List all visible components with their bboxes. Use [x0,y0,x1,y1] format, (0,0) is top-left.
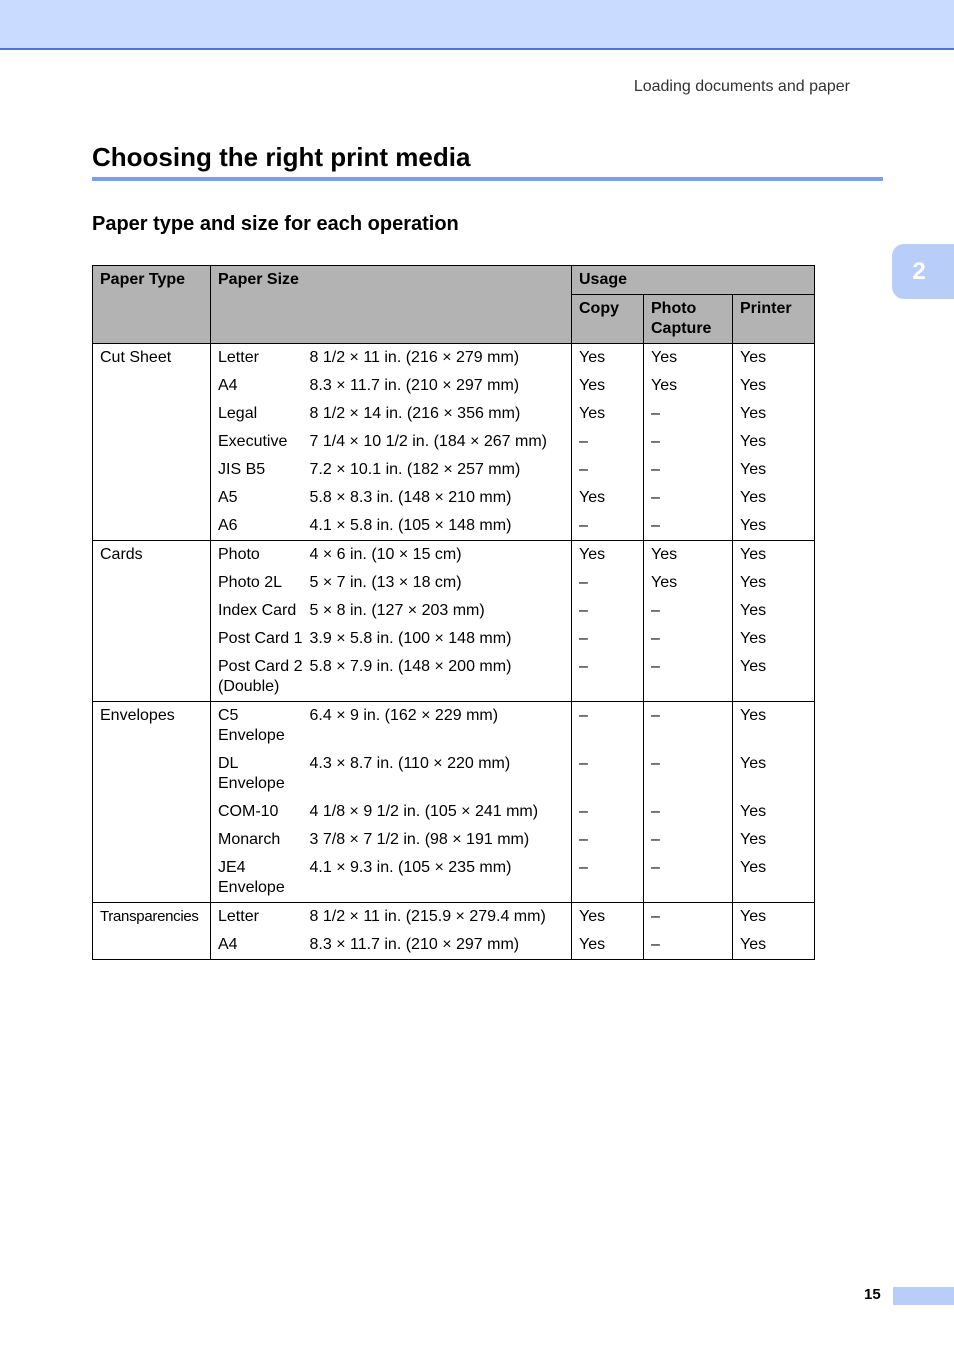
table-row [93,541,815,570]
paper-name-cell: DL Envelope [211,750,310,798]
paper-name-cell: JIS B5 [211,456,310,484]
copy-usage-cell: – [572,702,644,751]
printer-usage-cell: Yes [733,541,815,570]
photo-capture-usage-cell: – [644,484,733,512]
header-usage: Usage [572,266,815,295]
paper-dimensions-cell: 4.1 × 5.8 in. (105 × 148 mm) [310,512,572,541]
photo-capture-usage-cell: – [644,903,733,932]
paper-name-cell: C5 Envelope [211,702,310,751]
copy-usage-cell: Yes [572,541,644,570]
printer-usage-cell: Yes [733,456,815,484]
paper-name-cell: COM-10 [211,798,310,826]
copy-usage-cell: Yes [572,931,644,960]
paper-name-cell: Photo 2L [211,569,310,597]
paper-dimensions-cell: 3.9 × 5.8 in. (100 × 148 mm) [310,625,572,653]
paper-name-cell: Letter [211,903,310,932]
paper-dimensions-cell: 5.8 × 8.3 in. (148 × 210 mm) [310,484,572,512]
photo-capture-usage-cell: Yes [644,541,733,570]
copy-usage-cell: Yes [572,903,644,932]
paper-dimensions-cell: 6.4 × 9 in. (162 × 229 mm) [310,702,572,751]
table-row [93,702,815,751]
paper-name-cell: Legal [211,400,310,428]
printer-usage-cell: Yes [733,750,815,798]
photo-capture-usage-cell: Yes [644,344,733,373]
section-title: Choosing the right print media [92,142,471,172]
photo-capture-usage-cell: – [644,854,733,903]
paper-dimensions-cell: 8.3 × 11.7 in. (210 × 297 mm) [310,931,572,960]
printer-usage-cell: Yes [733,625,815,653]
paper-name-cell: Photo [211,541,310,570]
paper-dimensions-cell: 4 × 6 in. (10 × 15 cm) [310,541,572,570]
paper-type-cell: Envelopes [93,702,211,903]
title-underline [92,177,883,181]
paper-name-cell: Monarch [211,826,310,854]
paper-dimensions-cell: 5.8 × 7.9 in. (148 × 200 mm) [310,653,572,702]
photo-capture-usage-cell: Yes [644,569,733,597]
paper-dimensions-cell: 4.1 × 9.3 in. (105 × 235 mm) [310,854,572,903]
printer-usage-cell: Yes [733,597,815,625]
footer-bar [893,1287,954,1305]
paper-name-cell: Executive [211,428,310,456]
table-row [93,903,815,932]
paper-name-cell: Post Card 2 (Double) [211,653,310,702]
photo-capture-usage-cell: – [644,512,733,541]
copy-usage-cell: – [572,826,644,854]
photo-capture-usage-cell: – [644,428,733,456]
paper-dimensions-cell: 5 × 7 in. (13 × 18 cm) [310,569,572,597]
printer-usage-cell: Yes [733,344,815,373]
printer-usage-cell: Yes [733,484,815,512]
chapter-number: 2 [912,257,926,285]
printer-usage-cell: Yes [733,372,815,400]
photo-capture-usage-cell: – [644,400,733,428]
copy-usage-cell: – [572,512,644,541]
printer-usage-cell: Yes [733,798,815,826]
copy-usage-cell: – [572,750,644,798]
paper-name-cell: Letter [211,344,310,373]
paper-dimensions-cell: 8 1/2 × 11 in. (216 × 279 mm) [310,344,572,373]
paper-type-cell: Transparencies [93,903,211,960]
printer-usage-cell: Yes [733,569,815,597]
printer-usage-cell: Yes [733,903,815,932]
paper-dimensions-cell: 4.3 × 8.7 in. (110 × 220 mm) [310,750,572,798]
copy-usage-cell: – [572,428,644,456]
header-paper-size: Paper Size [211,266,572,344]
photo-capture-usage-cell: – [644,653,733,702]
copy-usage-cell: – [572,569,644,597]
paper-name-cell: A5 [211,484,310,512]
paper-name-cell: Post Card 1 [211,625,310,653]
photo-capture-usage-cell: – [644,597,733,625]
subsection-title: Paper type and size for each operation [92,213,459,235]
copy-usage-cell: – [572,798,644,826]
running-header: Loading documents and paper [633,78,850,95]
table-row [93,344,815,373]
photo-capture-usage-cell: – [644,798,733,826]
page-number: 15 [864,1286,881,1303]
printer-usage-cell: Yes [733,702,815,751]
paper-name-cell: A4 [211,372,310,400]
header-printer: Printer [733,295,815,344]
photo-capture-usage-cell: – [644,750,733,798]
copy-usage-cell: – [572,625,644,653]
copy-usage-cell: Yes [572,344,644,373]
printer-usage-cell: Yes [733,512,815,541]
copy-usage-cell: Yes [572,400,644,428]
copy-usage-cell: Yes [572,372,644,400]
paper-media-table [92,265,815,960]
copy-usage-cell: – [572,456,644,484]
photo-capture-usage-cell: – [644,931,733,960]
copy-usage-cell: – [572,854,644,903]
photo-capture-usage-cell: – [644,702,733,751]
photo-capture-usage-cell: – [644,826,733,854]
copy-usage-cell: – [572,597,644,625]
paper-dimensions-cell: 8 1/2 × 11 in. (215.9 × 279.4 mm) [310,903,572,932]
printer-usage-cell: Yes [733,826,815,854]
paper-type-cell: Cards [93,541,211,702]
header-band [0,0,954,50]
printer-usage-cell: Yes [733,400,815,428]
paper-name-cell: Index Card [211,597,310,625]
paper-name-cell: A6 [211,512,310,541]
paper-dimensions-cell: 5 × 8 in. (127 × 203 mm) [310,597,572,625]
paper-dimensions-cell: 3 7/8 × 7 1/2 in. (98 × 191 mm) [310,826,572,854]
paper-dimensions-cell: 8 1/2 × 14 in. (216 × 356 mm) [310,400,572,428]
photo-capture-usage-cell: – [644,456,733,484]
paper-dimensions-cell: 7.2 × 10.1 in. (182 × 257 mm) [310,456,572,484]
paper-dimensions-cell: 7 1/4 × 10 1/2 in. (184 × 267 mm) [310,428,572,456]
paper-dimensions-cell: 8.3 × 11.7 in. (210 × 297 mm) [310,372,572,400]
header-copy: Copy [572,295,644,344]
copy-usage-cell: – [572,653,644,702]
printer-usage-cell: Yes [733,653,815,702]
paper-name-cell: A4 [211,931,310,960]
printer-usage-cell: Yes [733,428,815,456]
copy-usage-cell: Yes [572,484,644,512]
header-photo-capture: Photo Capture [644,295,733,344]
photo-capture-usage-cell: Yes [644,372,733,400]
chapter-tab [892,244,954,299]
header-paper-type: Paper Type [93,266,211,344]
photo-capture-usage-cell: – [644,625,733,653]
paper-name-cell: JE4 Envelope [211,854,310,903]
printer-usage-cell: Yes [733,854,815,903]
paper-dimensions-cell: 4 1/8 × 9 1/2 in. (105 × 241 mm) [310,798,572,826]
paper-type-cell: Cut Sheet [93,344,211,541]
printer-usage-cell: Yes [733,931,815,960]
